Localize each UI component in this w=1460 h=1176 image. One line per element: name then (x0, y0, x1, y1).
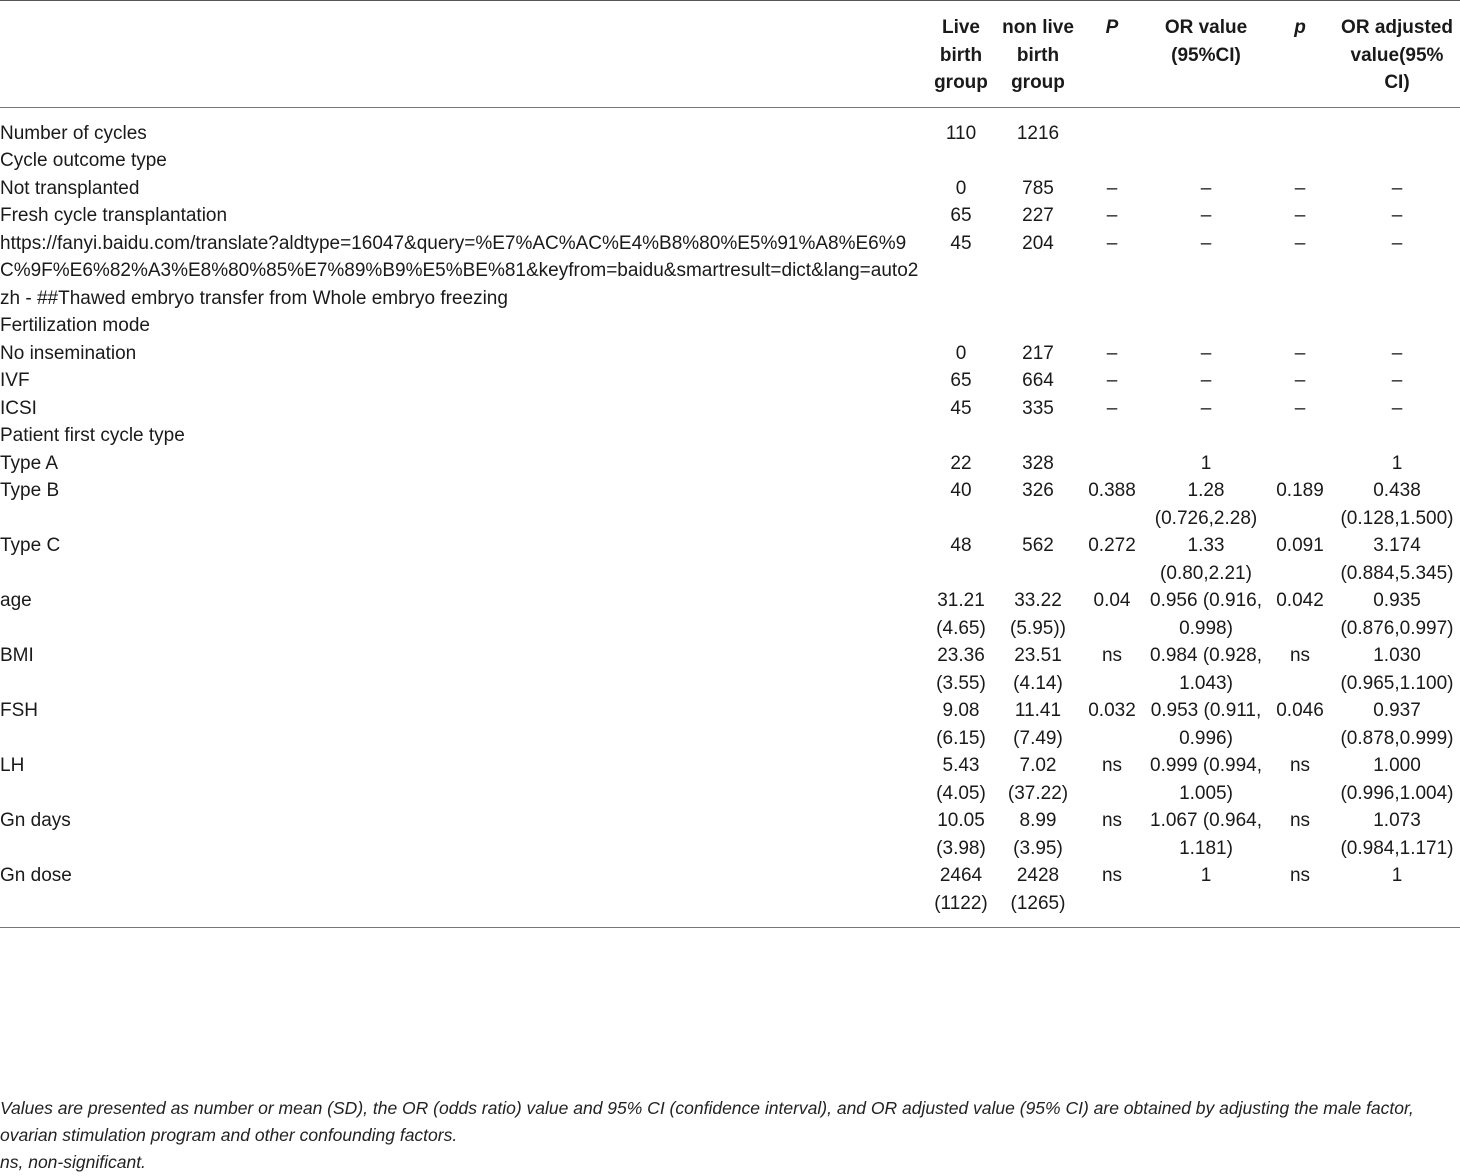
table-cell (924, 422, 998, 450)
footnote-ns: ns, non-significant. (0, 1152, 146, 1172)
table-cell: 0.935 (0.876,0.997) (1340, 590, 1454, 639)
table-cell: 1.33 (0.80,2.21) (1160, 535, 1252, 584)
table-row (0, 862, 1460, 928)
table-row (0, 807, 1460, 862)
table-cell: 0.091 (1276, 535, 1324, 556)
table-footnote (0, 1095, 1460, 1176)
table-cell: 65 (950, 370, 972, 391)
table-cell: 0.438 (0.128,1.500) (1340, 480, 1454, 529)
table-row (0, 147, 1460, 175)
table-cell (1266, 107, 1334, 147)
row-label: Not transplanted (0, 177, 140, 199)
table-row (0, 312, 1460, 340)
table-cell: 45 (950, 397, 972, 419)
table-cell: 1 (1391, 452, 1403, 474)
table-cell: ns (1101, 865, 1123, 886)
table-row (0, 642, 1460, 697)
table-cell: 0.046 (1276, 700, 1324, 721)
row-label: Gn days (0, 810, 71, 831)
table-cell (1334, 107, 1460, 147)
table-cell: – (1294, 342, 1306, 364)
row-label: age (0, 590, 32, 611)
table-cell (1334, 312, 1460, 340)
table-top-rule (0, 0, 1460, 1)
table-cell: 48 (950, 535, 972, 556)
table-cell: 785 (1022, 177, 1054, 199)
table-cell (1146, 422, 1266, 450)
table-cell: 33.22 (5.95)) (1010, 590, 1066, 639)
table-row (0, 532, 1460, 587)
table-cell: 7.02 (37.22) (1007, 755, 1069, 804)
table-cell: – (1106, 177, 1118, 199)
table-cell: ns (1289, 865, 1311, 886)
table-cell: – (1391, 205, 1403, 226)
table-cell: 1.030 (0.965,1.100) (1340, 645, 1454, 694)
table-cell: – (1391, 370, 1403, 391)
table-cell: 23.36 (3.55) (936, 645, 986, 694)
row-label: IVF (0, 370, 30, 391)
table-cell: 65 (950, 205, 972, 226)
table-row (0, 340, 1460, 368)
table-cell: ns (1101, 755, 1123, 776)
footnote-values: Values are presented as number or mean (SD), the OR (odds ratio) value and 95% CI (confidence interval), and OR adjusted value (95% CI) are obtained by adjusting the male factor, ovarian stimulation program and other confounding factors. (0, 1098, 1414, 1145)
table-cell: – (1200, 397, 1212, 419)
row-label: ICSI (0, 397, 37, 419)
row-label: FSH (0, 700, 38, 721)
table-cell (1078, 422, 1146, 450)
table-cell: – (1200, 370, 1212, 391)
row-label: BMI (0, 645, 34, 666)
row-label: Fertilization mode (0, 315, 150, 336)
table-cell (1266, 312, 1334, 340)
table-cell: ns (1101, 645, 1123, 666)
table-cell: – (1294, 232, 1306, 254)
table-cell: – (1294, 370, 1306, 391)
table-cell: 9.08 (6.15) (936, 700, 986, 749)
table-cell: 1 (1391, 865, 1403, 886)
row-label: Cycle outcome type (0, 150, 167, 171)
table-cell: – (1294, 205, 1306, 226)
table-cell: 40 (950, 480, 972, 501)
table-cell: – (1294, 177, 1306, 199)
table-cell: 227 (1022, 205, 1054, 226)
table-cell: 217 (1022, 342, 1054, 364)
table-cell (998, 312, 1078, 340)
table-cell: ns (1289, 755, 1311, 776)
table-row (0, 450, 1460, 478)
table-row (0, 422, 1460, 450)
table-row (0, 395, 1460, 423)
table-cell: – (1391, 232, 1403, 254)
table-cell (998, 422, 1078, 450)
row-label: Type C (0, 535, 61, 556)
row-label: LH (0, 755, 25, 776)
table-cell: 1.000 (0.996,1.004) (1340, 755, 1454, 804)
table-cell: 5.43 (4.05) (936, 755, 986, 804)
header-or-value: OR value (95%CI) (1164, 17, 1248, 66)
table-cell: 31.21 (4.65) (936, 590, 986, 639)
table-cell: 2428 (1265) (1010, 865, 1066, 914)
table-cell (1146, 312, 1266, 340)
table-cell: – (1200, 205, 1212, 226)
table-cell: 1 (1200, 865, 1212, 886)
table-cell: – (1200, 232, 1212, 254)
table-cell: ns (1289, 810, 1311, 831)
header-label (0, 14, 924, 107)
table-cell: – (1391, 397, 1403, 419)
table-cell: 328 (1022, 452, 1054, 474)
table-cell: 22 (950, 452, 972, 474)
header-or-adjusted: OR adjusted value(95% CI) (1341, 17, 1453, 93)
table-cell (1146, 107, 1266, 147)
table-row (0, 587, 1460, 642)
table-row (0, 202, 1460, 230)
table-cell (1078, 450, 1146, 478)
table-cell: 0.042 (1276, 590, 1324, 611)
table-row (0, 175, 1460, 203)
table-cell: 204 (1022, 232, 1054, 254)
table-row (0, 477, 1460, 532)
table-cell: – (1106, 232, 1118, 254)
table-cell: – (1391, 342, 1403, 364)
table-cell (1266, 450, 1334, 478)
table-cell (1078, 312, 1146, 340)
table-cell: 23.51 (4.14) (1013, 645, 1063, 694)
table-cell: 110 (945, 122, 977, 144)
table-row (0, 367, 1460, 395)
header-p: P (1105, 17, 1119, 38)
table-row (0, 230, 1460, 313)
header-p-adjusted: p (1294, 17, 1306, 38)
table-cell: 2464 (1122) (934, 865, 988, 914)
row-label: Gn dose (0, 865, 72, 886)
table-row (0, 752, 1460, 807)
table-cell: 0.04 (1093, 590, 1131, 611)
header-live-birth: Live birth group (934, 17, 988, 93)
table-cell: 1.28 (0.726,2.28) (1154, 480, 1258, 529)
row-label: Number of cycles (0, 122, 147, 144)
row-label: Type A (0, 452, 59, 474)
table-cell: 0.388 (1088, 480, 1136, 501)
table-cell: – (1294, 397, 1306, 419)
table-cell: 0.032 (1088, 700, 1136, 721)
table-cell: – (1106, 397, 1118, 419)
table-cell: 0 (955, 177, 967, 199)
row-label: https://fanyi.baidu.com/translate?aldtype=16047&query=%E7%AC%AC%E4%B8%80%E5%91%A8%E6%9C%9F%E6%82%A3%E8%80%85%E7%89%B9%E5%BE%81&keyfrom=baidu&smartresult=dict&lang=auto2zh - ##Thawed embryo transfer from Whole embryo freezing (0, 232, 919, 309)
table-cell (924, 147, 998, 175)
table-cell: 0.984 (0.928, 1.043) (1150, 645, 1262, 694)
table-body (0, 107, 1460, 928)
table-cell: 10.05 (3.98) (936, 810, 986, 859)
data-table (0, 14, 1460, 928)
table-cell: 8.99 (3.95) (1013, 810, 1063, 859)
table-cell: 0.956 (0.916, 0.998) (1150, 590, 1262, 639)
table-cell: ns (1101, 810, 1123, 831)
table-cell: 0.953 (0.911, 0.996) (1150, 700, 1262, 749)
table-cell: 664 (1022, 370, 1054, 391)
table-cell: 0 (955, 342, 967, 364)
table-cell: – (1106, 342, 1118, 364)
table-cell: – (1106, 205, 1118, 226)
table-cell (1334, 147, 1460, 175)
table-cell: 335 (1022, 397, 1054, 419)
table-cell (1146, 147, 1266, 175)
table-cell: 0.189 (1276, 480, 1324, 501)
table-cell: 45 (950, 232, 972, 254)
header-non-live-birth: non live birth group (1002, 17, 1074, 93)
table-row (0, 107, 1460, 147)
table-cell (1078, 107, 1146, 147)
table-cell: 326 (1022, 480, 1054, 501)
table-cell: 1.067 (0.964, 1.181) (1150, 810, 1262, 859)
table-cell (998, 147, 1078, 175)
table-cell (924, 312, 998, 340)
table-cell: ns (1289, 645, 1311, 666)
table-cell: 1.073 (0.984,1.171) (1340, 810, 1454, 859)
table-cell (1078, 147, 1146, 175)
row-label: Type B (0, 480, 60, 501)
table-cell: 3.174 (0.884,5.345) (1340, 535, 1454, 584)
table-cell: – (1106, 370, 1118, 391)
table-cell: – (1391, 177, 1403, 199)
row-label: No insemination (0, 342, 137, 364)
table-cell: 1 (1200, 452, 1212, 474)
table-cell: – (1200, 342, 1212, 364)
row-label: Patient first cycle type (0, 425, 185, 446)
table-cell: 0.272 (1088, 535, 1136, 556)
table-cell: 11.41 (7.49) (1013, 700, 1063, 749)
table-cell: – (1200, 177, 1212, 199)
table-cell (1266, 422, 1334, 450)
table-cell (1334, 422, 1460, 450)
row-label: Fresh cycle transplantation (0, 205, 228, 226)
table-cell: 0.937 (0.878,0.999) (1340, 700, 1454, 749)
table-cell: 1216 (1016, 122, 1060, 144)
table-cell: 562 (1022, 535, 1054, 556)
table-row (0, 697, 1460, 752)
table-cell (1266, 147, 1334, 175)
table-cell: 0.999 (0.994, 1.005) (1150, 755, 1262, 804)
header-row (0, 14, 1460, 107)
